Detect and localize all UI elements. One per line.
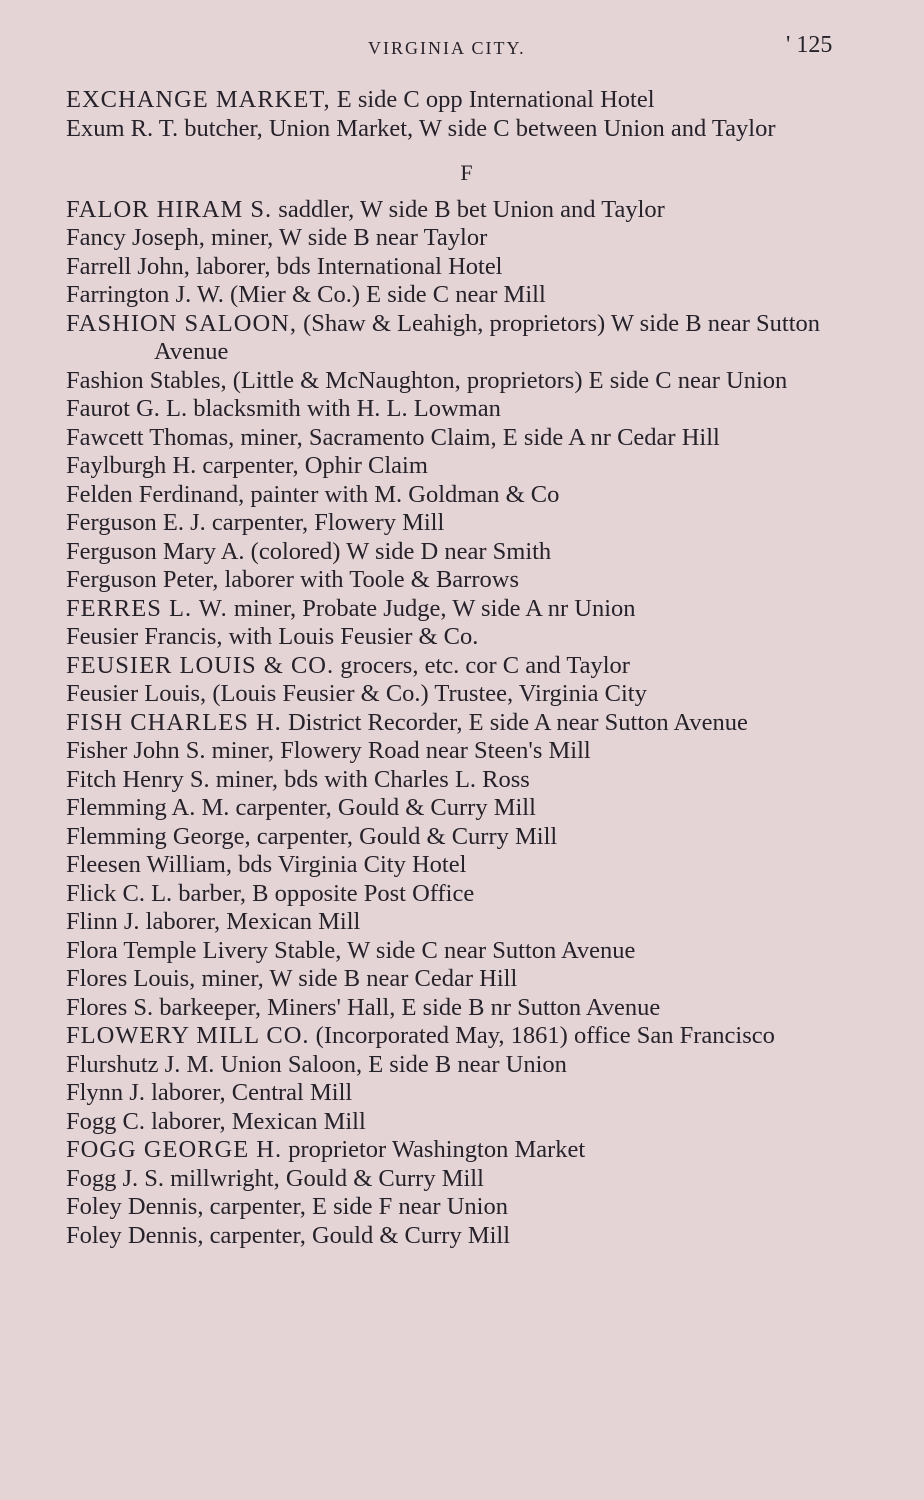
entry-details: W side C near Sutton Avenue xyxy=(347,936,636,964)
directory-entry xyxy=(66,481,848,510)
entry-details: barber, B opposite Post Office xyxy=(178,879,475,907)
entry-details: laborer, bds International Hotel xyxy=(195,252,503,280)
entry-name: Feusier Louis, xyxy=(66,680,207,707)
entry-details: miner, W side B near Taylor xyxy=(210,224,488,251)
entry-name: FASHION SALOON, xyxy=(66,309,297,337)
directory-entry xyxy=(66,395,848,424)
entry-name: Exum R. T. xyxy=(66,114,179,142)
directory-entry xyxy=(66,994,848,1023)
entry-details: with Louis Feusier & Co. xyxy=(228,623,479,650)
directory-entry xyxy=(66,509,848,538)
entry-name: Flora Temple Livery Stable, xyxy=(66,936,342,964)
entry-details: proprietor Washington Market xyxy=(288,1136,586,1163)
directory-entry xyxy=(66,1079,848,1108)
entry-details: miner, bds with Charles L. Ross xyxy=(215,765,530,793)
directory-entry xyxy=(66,965,848,994)
page-number: ' 125 xyxy=(786,32,833,58)
directory-entry xyxy=(66,851,848,880)
directory-entry xyxy=(66,623,848,652)
entry-name: Foley Dennis, xyxy=(66,1221,204,1249)
directory-entry xyxy=(66,224,848,253)
directory-entry xyxy=(66,253,848,282)
directory-entry xyxy=(66,115,848,144)
directory-entry xyxy=(66,680,848,709)
directory-entry xyxy=(66,1051,848,1080)
entry-details: bds Virginia City Hotel xyxy=(238,851,467,878)
entry-details: miner, W side B near Cedar Hill xyxy=(201,965,518,992)
directory-entry xyxy=(66,452,848,481)
entry-details: (Little & McNaughton, proprietors) E side C near Union xyxy=(232,366,788,394)
entry-details: laborer with Toole & Barrows xyxy=(224,566,519,593)
entry-details: (Louis Feusier & Co.) Trustee, Virginia City xyxy=(212,680,647,707)
directory-entry xyxy=(66,196,848,225)
directory-entry xyxy=(66,310,848,367)
directory-entry xyxy=(66,1022,848,1051)
entry-name: Fisher John S. xyxy=(66,737,206,764)
directory-entry xyxy=(66,766,848,795)
entry-name: FERRES L. W. xyxy=(66,594,228,622)
entry-name: Flores Louis, xyxy=(66,965,196,992)
entry-name: Ferguson E. J. xyxy=(66,509,206,536)
entry-details: laborer, Mexican Mill xyxy=(145,908,361,935)
entry-name: Flurshutz J. M. xyxy=(66,1050,215,1078)
directory-entry xyxy=(66,566,848,595)
directory-entry xyxy=(66,367,848,396)
entry-details: (colored) W side D near Smith xyxy=(250,537,552,565)
entry-details: butcher, Union Market, W side C between Union and Taylor xyxy=(184,114,776,142)
directory-entry xyxy=(66,709,848,738)
entry-details: grocers, etc. cor C and Taylor xyxy=(340,651,630,679)
entry-details: miner, Flowery Road near Steen's Mill xyxy=(211,737,591,764)
entry-details: barkeeper, Miners' Hall, E side B nr Sutton Avenue xyxy=(159,993,661,1021)
entry-details: (Mier & Co.) E side C near Mill xyxy=(230,281,546,308)
entry-name: Fogg C. xyxy=(66,1107,145,1135)
directory-entry xyxy=(66,424,848,453)
directory-entry xyxy=(66,281,848,310)
directory-entry xyxy=(66,823,848,852)
entry-name: Feusier Francis, xyxy=(66,623,223,650)
directory-entry xyxy=(66,1193,848,1222)
entry-name: FALOR HIRAM S. xyxy=(66,195,273,223)
entry-details: miner, Probate Judge, W side A nr Union xyxy=(233,594,636,622)
section-letter: F xyxy=(460,160,474,185)
directory-entry xyxy=(66,908,848,937)
entry-name: Fawcett Thomas, xyxy=(66,423,235,451)
entry-name: Fogg J. S. xyxy=(66,1164,165,1192)
entry-details: (Incorporated May, 1861) office San Francisco xyxy=(315,1022,775,1049)
entry-details: carpenter, Ophir Claim xyxy=(202,452,428,479)
entry-details: saddler, W side B bet Union and Taylor xyxy=(278,195,665,223)
directory-entry xyxy=(66,794,848,823)
directory-entry xyxy=(66,937,848,966)
entry-details: E side C opp International Hotel xyxy=(336,86,655,113)
directory-entry xyxy=(66,1222,848,1251)
entry-name: Flynn J. xyxy=(66,1079,145,1106)
entry-name: Fitch Henry S. xyxy=(66,765,210,793)
entry-details: painter with M. Goldman & Co xyxy=(250,480,560,508)
entry-name: Farrington J. W. xyxy=(66,281,224,308)
entry-name: Ferguson Peter, xyxy=(66,566,219,593)
entry-details: miner, Sacramento Claim, E side A nr Cedar Hill xyxy=(240,423,720,451)
entry-details: blacksmith with H. L. Lowman xyxy=(193,395,501,422)
entries-before-section xyxy=(66,86,848,143)
entry-name: Flick C. L. xyxy=(66,879,173,907)
entry-name: Fleesen William, xyxy=(66,851,232,878)
directory-entry xyxy=(66,1108,848,1137)
entry-details: District Recorder, E side A near Sutton Avenue xyxy=(287,708,748,736)
entry-name: Ferguson Mary A. xyxy=(66,537,245,565)
entry-name: Foley Dennis, xyxy=(66,1193,204,1220)
entry-details: laborer, Mexican Mill xyxy=(151,1107,366,1135)
directory-entry xyxy=(66,86,848,115)
directory-entry xyxy=(66,652,848,681)
directory-entry xyxy=(66,538,848,567)
entry-details: carpenter, Flowery Mill xyxy=(211,509,445,536)
directory-entry xyxy=(66,880,848,909)
entry-name: FOGG GEORGE H. xyxy=(66,1136,283,1163)
entry-name: EXCHANGE MARKET, xyxy=(66,86,331,113)
entry-name: Flemming A. M. xyxy=(66,794,230,821)
entry-name: Felden Ferdinand, xyxy=(66,480,245,508)
entry-details: carpenter, Gould & Curry Mill xyxy=(235,794,536,821)
entry-details: carpenter, Gould & Curry Mill xyxy=(209,1221,511,1249)
running-title: VIRGINIA CITY. xyxy=(368,38,526,58)
entry-details: carpenter, E side F near Union xyxy=(209,1193,508,1220)
directory-entry xyxy=(66,737,848,766)
entry-details: Union Saloon, E side B near Union xyxy=(220,1050,567,1078)
entry-name: Flemming George, xyxy=(66,822,251,850)
directory-entries xyxy=(66,86,848,1250)
directory-entry xyxy=(66,595,848,624)
entry-name: Flinn J. xyxy=(66,908,140,935)
entry-name: FEUSIER LOUIS & CO. xyxy=(66,651,335,679)
entry-details: millwright, Gould & Curry Mill xyxy=(170,1164,484,1192)
entry-name: Fashion Stables, xyxy=(66,366,227,394)
entry-details: carpenter, Gould & Curry Mill xyxy=(256,822,558,850)
entry-name: FLOWERY MILL CO. xyxy=(66,1022,310,1049)
entry-name: Fancy Joseph, xyxy=(66,224,205,251)
directory-entry xyxy=(66,1165,848,1194)
entry-name: FISH CHARLES H. xyxy=(66,708,282,736)
entry-name: Farrell John, xyxy=(66,252,190,280)
entries-section-f xyxy=(66,196,848,1251)
page-header xyxy=(0,30,924,66)
directory-entry xyxy=(66,1136,848,1165)
entry-details: laborer, Central Mill xyxy=(151,1079,353,1106)
entry-name: Faurot G. L. xyxy=(66,395,188,422)
entry-details: (Shaw & Leahigh, proprietors) W side B near Sutton Avenue xyxy=(154,309,821,365)
entry-name: Faylburgh H. xyxy=(66,452,197,479)
entry-name: Flores S. xyxy=(66,993,154,1021)
